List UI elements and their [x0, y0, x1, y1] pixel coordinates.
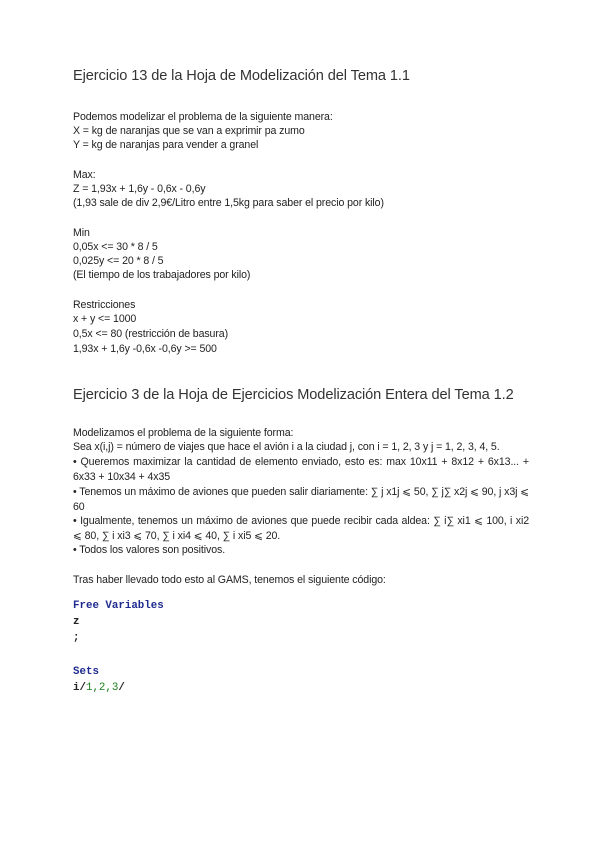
bullet-maximize: • Queremos maximizar la cantidad de elemento enviado, esto es: max 10x11 + 8x12 + 6x13... + 6x33 + 10x34 + 4x35	[73, 456, 529, 483]
code-punctuation: ;	[73, 632, 80, 644]
x-definition: X = kg de naranjas que se van a exprimir pa zumo	[73, 125, 305, 137]
restrictions-label: Restricciones	[73, 299, 136, 311]
y-definition: Y = kg de naranjas para vender a granel	[73, 139, 259, 151]
section2-intro: Modelizamos el problema de la siguiente forma:	[73, 427, 294, 439]
code-keyword: Free Variables	[73, 600, 164, 612]
min-equation-1: 0,05x <= 30 * 8 / 5	[73, 241, 158, 253]
max-note: (1,93 sale de div 2,9€/Litro entre 1,5kg para saber el precio por kilo)	[73, 197, 384, 209]
variable-definition: Sea x(i,j) = número de viajes que hace el avión i a la ciudad j, con i = 1, 2, 3 y j = 1, 2, 3, 4, 5.	[73, 441, 500, 453]
code-semicolon	[73, 630, 79, 646]
code-set-prefix: i/	[73, 682, 86, 694]
code-set-suffix: /	[118, 682, 125, 694]
code-set-i	[73, 680, 125, 696]
min-equation-2: 0,025y <= 20 * 8 / 5	[73, 255, 164, 267]
bullet-arrivals: • Igualmente, tenemos un máximo de aviones que puede recibir cada aldea: ∑ i∑ xi1 ⩽ 100, i xi2 ⩽ 80, ∑ i xi3 ⩽ 70, ∑ i xi4 ⩽ 40, ∑ i xi5 ⩽ 20.	[73, 515, 529, 542]
min-label: Min	[73, 227, 90, 239]
bullet-departures: • Tenemos un máximo de aviones que pueden salir diariamente: ∑ j x1j ⩽ 50, ∑ j∑ x2j ⩽ 90, j x3j ⩽ 60	[73, 486, 529, 513]
restriction-2: 0,5x <= 80 (restricción de basura)	[73, 328, 228, 340]
restriction-1: x + y <= 1000	[73, 313, 137, 325]
code-identifier: z	[73, 616, 80, 628]
section1-title: Ejercicio 13 de la Hoja de Modelización del Tema 1.1	[73, 68, 410, 84]
max-equation: Z = 1,93x + 1,6y - 0,6x - 0,6y	[73, 183, 206, 195]
code-var-z	[73, 614, 79, 630]
gams-intro: Tras haber llevado todo esto al GAMS, tenemos el siguiente código:	[73, 574, 386, 586]
restriction-3: 1,93x + 1,6y -0,6x -0,6y >= 500	[73, 343, 217, 355]
section1-intro: Podemos modelizar el problema de la siguiente manera:	[73, 111, 333, 123]
min-note: (El tiempo de los trabajadores por kilo)	[73, 269, 251, 281]
code-free-variables	[73, 598, 164, 614]
bullet-positive: • Todos los valores son positivos.	[73, 544, 226, 556]
code-sets	[73, 664, 99, 680]
section2-title: Ejercicio 3 de la Hoja de Ejercicios Modelización Entera del Tema 1.2	[73, 387, 514, 403]
code-keyword: Sets	[73, 666, 99, 678]
max-label: Max:	[73, 169, 96, 181]
code-set-values: 1,2,3	[85, 682, 119, 694]
